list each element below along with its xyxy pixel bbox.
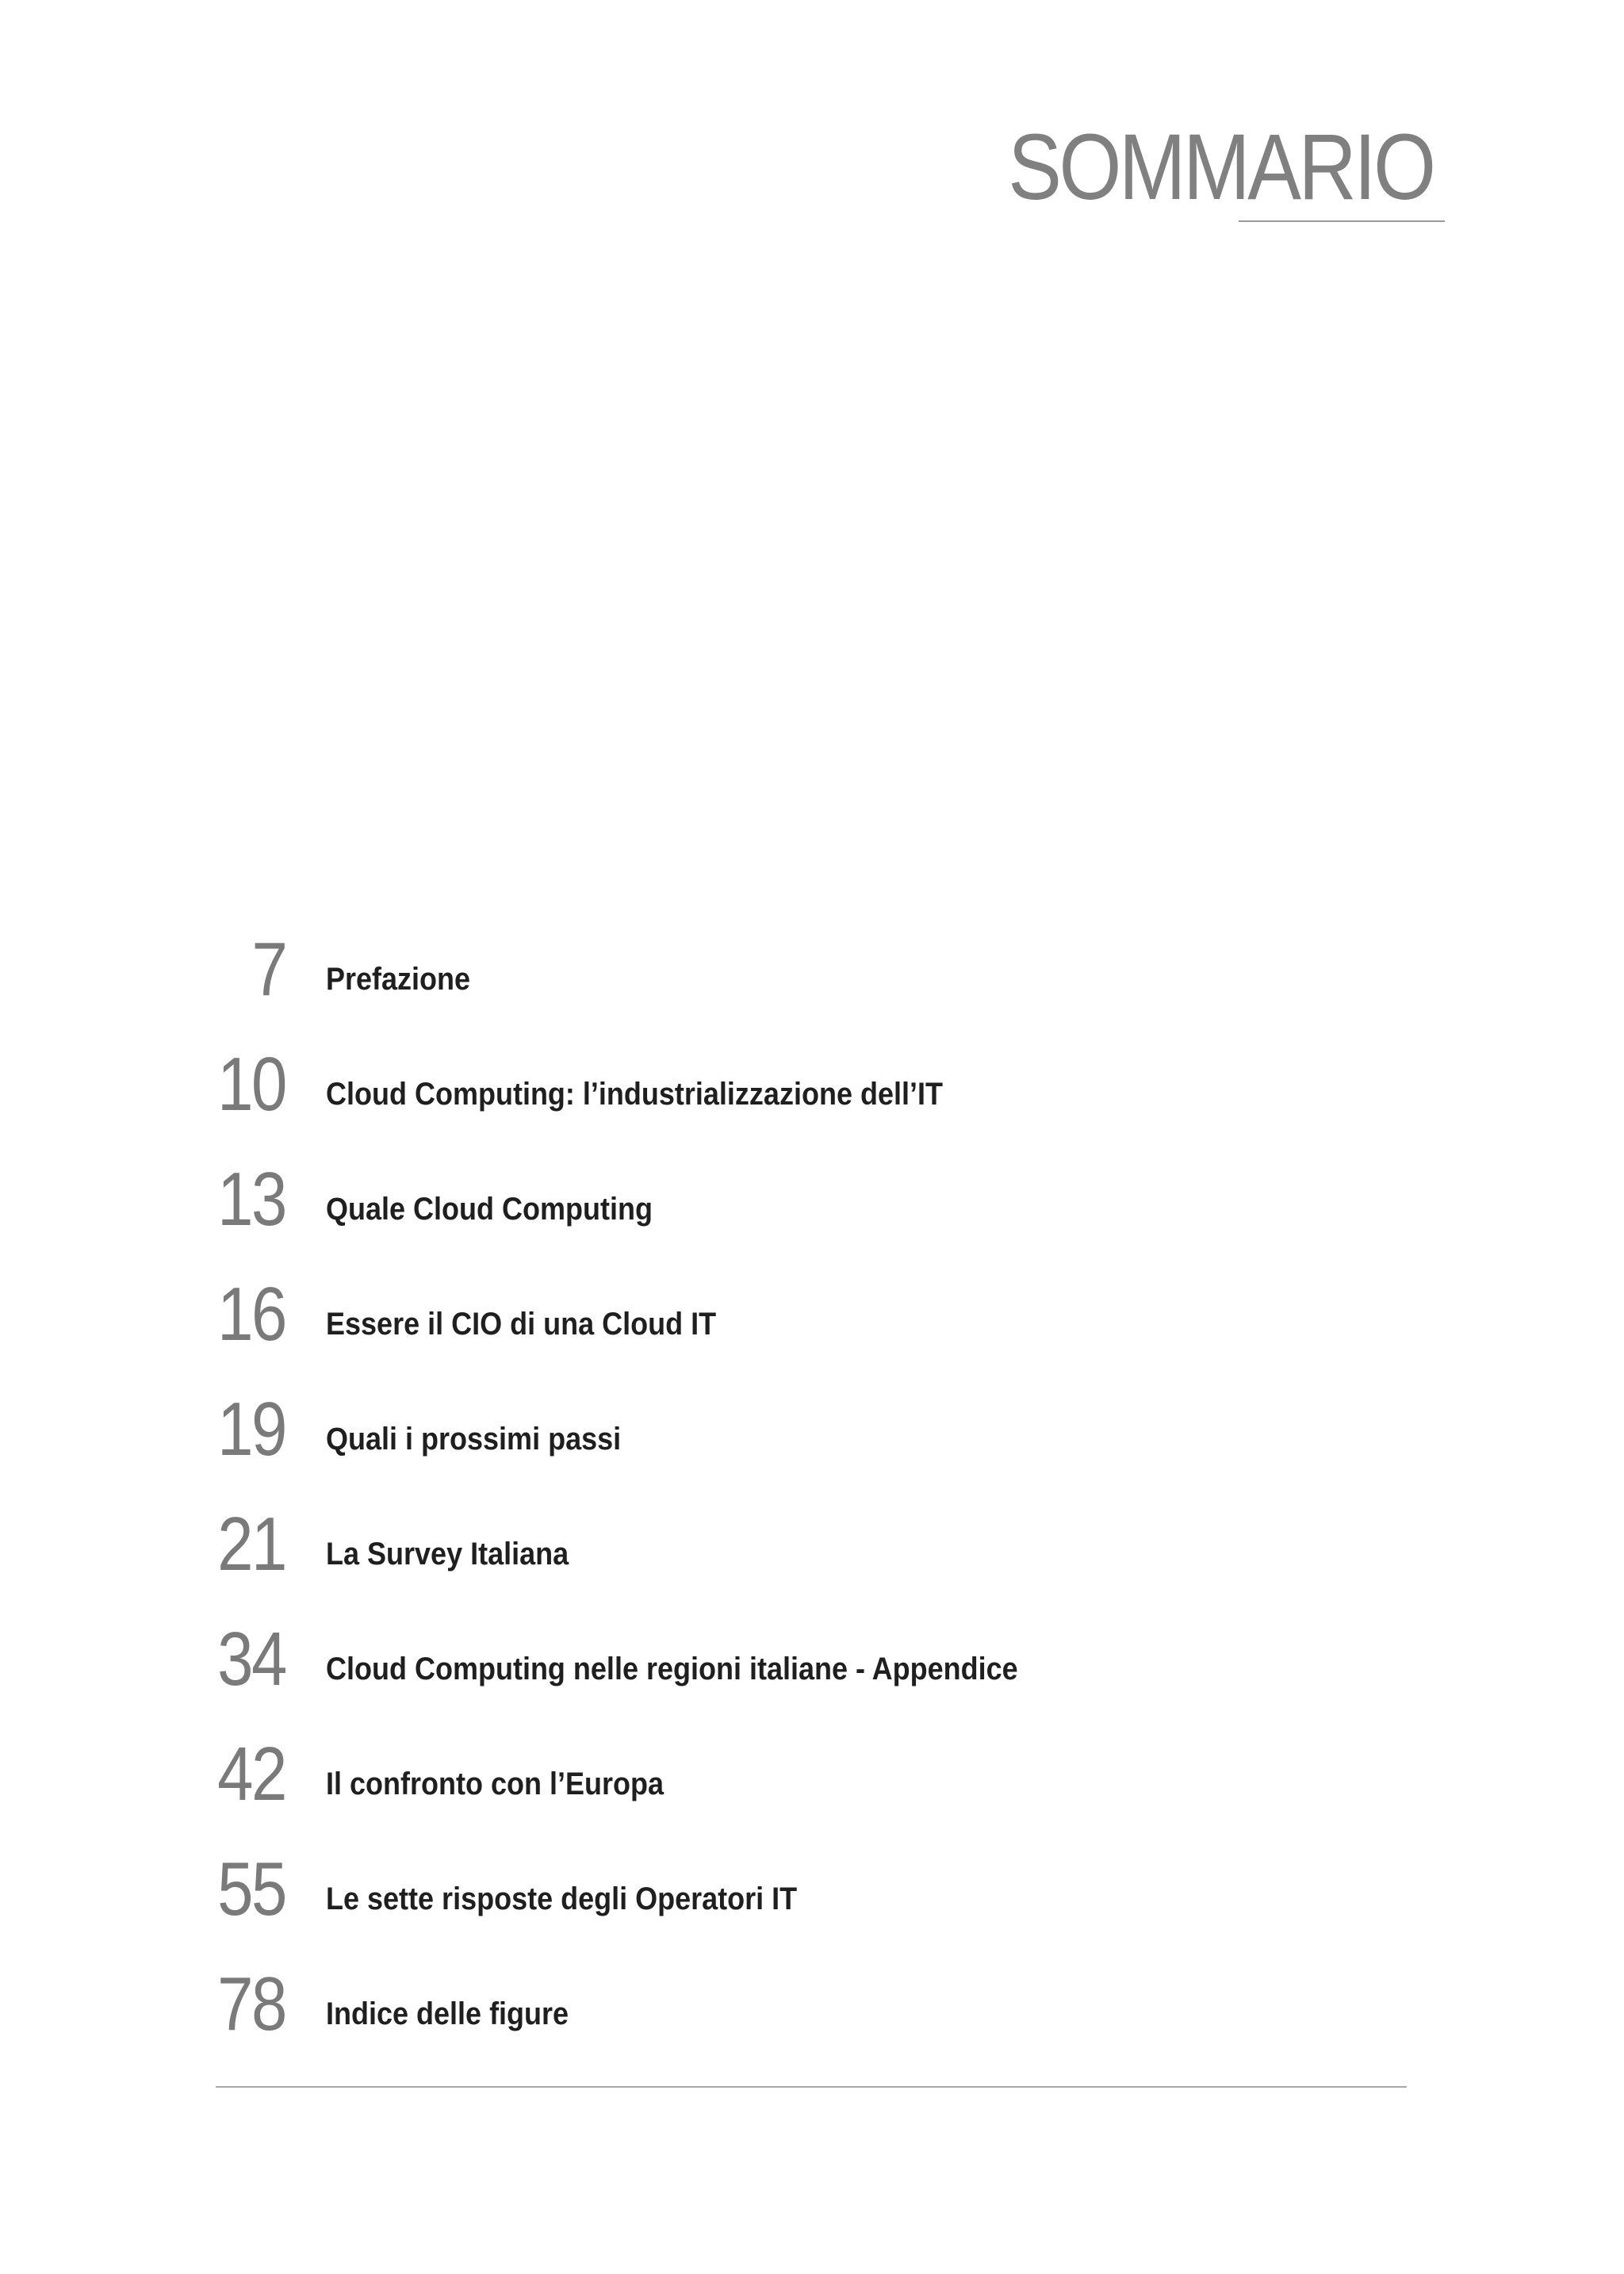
bottom-divider: [216, 2086, 1407, 2088]
toc-page-number: 7: [251, 927, 285, 1012]
toc-entry-label: La Survey Italiana: [326, 1537, 569, 1572]
toc-entry-label: Cloud Computing nelle regioni italiane - Appendice: [326, 1652, 1018, 1686]
toc-entry-label: Prefazione: [326, 962, 471, 997]
toc-page-number: 21: [217, 1502, 285, 1587]
toc-entry[interactable]: [0, 1502, 1624, 1621]
toc-entry[interactable]: [0, 1847, 1624, 1966]
toc-entry[interactable]: [0, 1962, 1624, 2081]
toc-entry-label: Quali i prossimi passi: [326, 1422, 622, 1457]
toc-entry[interactable]: [0, 927, 1624, 1047]
toc-page-number: 34: [217, 1617, 285, 1702]
table-of-contents: [0, 927, 1624, 2081]
toc-page-number: 42: [217, 1732, 285, 1817]
toc-entry[interactable]: [0, 1042, 1624, 1162]
toc-entry-label: Essere il CIO di una Cloud IT: [326, 1307, 717, 1342]
toc-entry[interactable]: [0, 1157, 1624, 1277]
toc-page-number: 78: [217, 1962, 285, 2046]
toc-page-number: 16: [217, 1272, 285, 1357]
toc-page-number: 10: [217, 1042, 285, 1127]
toc-page-number: 13: [217, 1157, 285, 1242]
toc-entry[interactable]: [0, 1387, 1624, 1506]
toc-entry-label: Cloud Computing: l’industrializzazione dell’IT: [326, 1077, 943, 1112]
toc-entry[interactable]: [0, 1617, 1624, 1736]
toc-entry[interactable]: [0, 1732, 1624, 1851]
toc-page-number: 55: [217, 1847, 285, 1931]
toc-entry[interactable]: [0, 1272, 1624, 1392]
title-underline: [1239, 220, 1445, 222]
toc-entry-label: Quale Cloud Computing: [326, 1192, 653, 1227]
toc-entry-label: Le sette risposte degli Operatori IT: [326, 1882, 798, 1916]
toc-entry-label: Il confronto con l’Europa: [326, 1767, 664, 1801]
page-title: SOMMARIO: [1008, 115, 1434, 220]
toc-page-number: 19: [217, 1387, 285, 1472]
toc-entry-label: Indice delle figure: [326, 1996, 569, 2031]
